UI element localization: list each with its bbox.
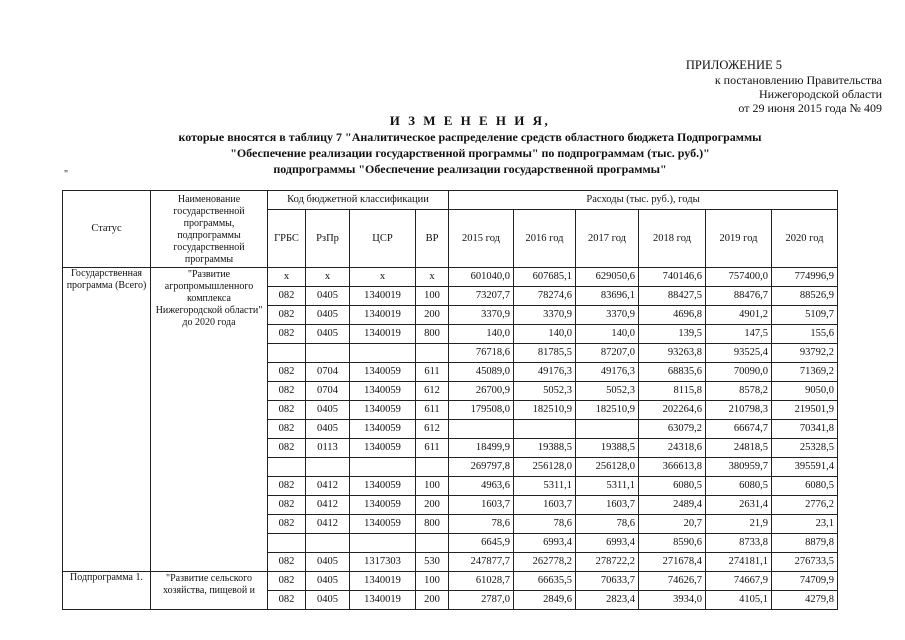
code-cell: 1340059 [350,439,416,458]
header-year: 2020 год [772,210,838,268]
code-cell: 0405 [306,401,350,420]
code-cell: 200 [416,306,449,325]
value-cell: 182510,9 [576,401,639,420]
value-cell: 2631,4 [706,496,772,515]
value-cell: 8115,8 [639,382,706,401]
value-cell: 19388,5 [576,439,639,458]
value-cell: 155,6 [772,325,838,344]
code-cell: x [268,268,306,287]
value-cell: 74709,9 [772,572,838,591]
value-cell: 70341,8 [772,420,838,439]
value-cell: 87207,0 [576,344,639,363]
value-cell: 23,1 [772,515,838,534]
value-cell: 66635,5 [514,572,576,591]
code-cell: 1340019 [350,591,416,610]
value-cell: 601040,0 [449,268,514,287]
code-cell: 0405 [306,572,350,591]
code-cell: 0405 [306,420,350,439]
program-name-cell: "Развитие агропромышленного комплекса Нижегородской области" до 2020 года [151,268,268,572]
code-cell: 611 [416,363,449,382]
header-status: Статус [63,191,151,268]
code-cell: 1340059 [350,382,416,401]
value-cell: 256128,0 [576,458,639,477]
header-expenses: Расходы (тыс. руб.), годы [449,191,838,210]
code-cell: 082 [268,477,306,496]
value-cell: 8590,6 [639,534,706,553]
code-cell: 0405 [306,306,350,325]
code-cell: x [416,268,449,287]
value-cell: 4963,6 [449,477,514,496]
value-cell: 271678,4 [639,553,706,572]
code-cell: 800 [416,325,449,344]
header-budget-code: Код бюджетной классификации [268,191,449,210]
value-cell: 61028,7 [449,572,514,591]
code-cell: 1340059 [350,477,416,496]
appendix-line: от 29 июня 2015 года № 409 [738,101,882,115]
value-cell: 629050,6 [576,268,639,287]
code-cell [416,458,449,477]
heading-line: "Обеспечение реализации государственной программы" по подпрограммам (тыс. руб.)" [230,146,710,160]
header-name: Наименование государственной программы, подпрограммы государственной программы [151,191,268,268]
heading-line: которые вносятся в таблицу 7 "Аналитическое распределение средств областного бюджета Подпрограммы [178,130,762,144]
code-cell: 0405 [306,287,350,306]
value-cell: 5311,1 [514,477,576,496]
value-cell: 3370,9 [576,306,639,325]
value-cell: 5052,3 [576,382,639,401]
value-cell: 24318,6 [639,439,706,458]
value-cell: 3934,0 [639,591,706,610]
value-cell: 380959,7 [706,458,772,477]
value-cell: 21,9 [706,515,772,534]
heading-title: И З М Е Н Е Н И Я, [389,113,551,128]
value-cell: 93525,4 [706,344,772,363]
value-cell: 49176,3 [576,363,639,382]
code-cell: 612 [416,382,449,401]
value-cell: 740146,6 [639,268,706,287]
value-cell: 74667,9 [706,572,772,591]
value-cell: 269797,8 [449,458,514,477]
code-cell [306,534,350,553]
value-cell: 202264,6 [639,401,706,420]
code-cell: 0405 [306,591,350,610]
value-cell: 66674,7 [706,420,772,439]
value-cell: 45089,0 [449,363,514,382]
code-cell: 0704 [306,363,350,382]
value-cell: 76718,6 [449,344,514,363]
value-cell: 78,6 [449,515,514,534]
code-cell [268,534,306,553]
code-cell: 0412 [306,477,350,496]
appendix-line: к постановлению Правительства [714,73,882,87]
value-cell: 63079,2 [639,420,706,439]
program-name-cell: "Развитие сельского хозяйства, пищевой и [151,572,268,610]
value-cell [514,420,576,439]
code-cell: 800 [416,515,449,534]
value-cell: 395591,4 [772,458,838,477]
code-cell: 612 [416,420,449,439]
value-cell: 71369,2 [772,363,838,382]
heading-line: подпрограммы "Обеспечение реализации государственной программы" [273,162,667,176]
value-cell: 6080,5 [639,477,706,496]
code-cell [268,344,306,363]
code-cell: 1317303 [350,553,416,572]
value-cell: 49176,3 [514,363,576,382]
code-cell: 1340059 [350,401,416,420]
value-cell: 278722,2 [576,553,639,572]
value-cell: 276733,5 [772,553,838,572]
value-cell: 607685,1 [514,268,576,287]
appendix-label: ПРИЛОЖЕНИЕ 5 [685,58,782,72]
code-cell: 0405 [306,553,350,572]
value-cell: 5109,7 [772,306,838,325]
code-cell: 082 [268,325,306,344]
table-row [63,268,838,287]
code-cell: 100 [416,572,449,591]
code-cell: 0405 [306,325,350,344]
expenses-table [62,190,838,610]
value-cell: 8733,8 [706,534,772,553]
value-cell: 4105,1 [706,591,772,610]
value-cell: 262778,2 [514,553,576,572]
value-cell: 1603,7 [514,496,576,515]
value-cell: 274181,1 [706,553,772,572]
code-cell: 100 [416,477,449,496]
value-cell: 83696,1 [576,287,639,306]
header-code: РзПр [306,210,350,268]
value-cell: 179508,0 [449,401,514,420]
code-cell [350,458,416,477]
value-cell: 70633,7 [576,572,639,591]
value-cell: 2776,2 [772,496,838,515]
value-cell: 20,7 [639,515,706,534]
value-cell: 73207,7 [449,287,514,306]
value-cell: 182510,9 [514,401,576,420]
value-cell: 6993,4 [576,534,639,553]
code-cell: 1340019 [350,306,416,325]
value-cell: 4901,2 [706,306,772,325]
value-cell: 140,0 [514,325,576,344]
code-cell: 1340059 [350,420,416,439]
value-cell: 256128,0 [514,458,576,477]
status-cell: Государственная программа (Всего) [63,268,151,572]
code-cell: 0412 [306,515,350,534]
value-cell: 219501,9 [772,401,838,420]
code-cell: 082 [268,572,306,591]
value-cell: 140,0 [449,325,514,344]
code-cell: 1340019 [350,325,416,344]
value-cell: 247877,7 [449,553,514,572]
code-cell [416,344,449,363]
value-cell: 78,6 [576,515,639,534]
code-cell: 1340019 [350,572,416,591]
value-cell: 2849,6 [514,591,576,610]
appendix-block [600,58,882,115]
value-cell: 24818,5 [706,439,772,458]
value-cell: 81785,5 [514,344,576,363]
value-cell: 1603,7 [449,496,514,515]
code-cell: 100 [416,287,449,306]
code-cell: x [306,268,350,287]
code-cell [306,344,350,363]
code-cell [306,458,350,477]
value-cell: 6645,9 [449,534,514,553]
code-cell: 611 [416,439,449,458]
code-cell: 082 [268,553,306,572]
code-cell: 082 [268,287,306,306]
value-cell: 2823,4 [576,591,639,610]
code-cell: 200 [416,591,449,610]
value-cell: 93263,8 [639,344,706,363]
code-cell: 0704 [306,382,350,401]
value-cell: 19388,5 [514,439,576,458]
code-cell: 082 [268,439,306,458]
code-cell: 0113 [306,439,350,458]
code-cell: x [350,268,416,287]
header-year: 2017 год [576,210,639,268]
code-cell: 082 [268,401,306,420]
code-cell: 0412 [306,496,350,515]
code-cell: 200 [416,496,449,515]
code-cell: 1340059 [350,363,416,382]
value-cell: 210798,3 [706,401,772,420]
value-cell: 1603,7 [576,496,639,515]
value-cell [449,420,514,439]
value-cell: 140,0 [576,325,639,344]
code-cell: 082 [268,591,306,610]
value-cell: 2787,0 [449,591,514,610]
stray-quote-mark: " [64,169,69,180]
code-cell: 082 [268,515,306,534]
appendix-line: Нижегородской области [758,87,882,101]
value-cell: 18499,9 [449,439,514,458]
code-cell: 082 [268,382,306,401]
value-cell: 88526,9 [772,287,838,306]
value-cell: 26700,9 [449,382,514,401]
value-cell: 4696,8 [639,306,706,325]
value-cell: 88476,7 [706,287,772,306]
header-code: ГРБС [268,210,306,268]
value-cell: 6993,4 [514,534,576,553]
code-cell: 082 [268,420,306,439]
header-year: 2018 год [639,210,706,268]
header-year: 2015 год [449,210,514,268]
value-cell: 70090,0 [706,363,772,382]
code-cell: 1340059 [350,496,416,515]
value-cell: 78,6 [514,515,576,534]
header-row-top [63,191,838,210]
code-cell: 1340019 [350,287,416,306]
value-cell: 8578,2 [706,382,772,401]
value-cell: 3370,9 [449,306,514,325]
header-code: ЦСР [350,210,416,268]
value-cell: 9050,0 [772,382,838,401]
value-cell: 6080,5 [706,477,772,496]
code-cell [268,458,306,477]
value-cell: 3370,9 [514,306,576,325]
value-cell: 4279,8 [772,591,838,610]
code-cell: 082 [268,496,306,515]
value-cell: 93792,2 [772,344,838,363]
document-heading [40,113,900,177]
value-cell [576,420,639,439]
value-cell: 139,5 [639,325,706,344]
value-cell: 78274,6 [514,287,576,306]
code-cell: 082 [268,363,306,382]
code-cell: 1340059 [350,515,416,534]
value-cell: 5311,1 [576,477,639,496]
header-year: 2019 год [706,210,772,268]
value-cell: 68835,6 [639,363,706,382]
code-cell [350,534,416,553]
value-cell: 88427,5 [639,287,706,306]
value-cell: 8879,8 [772,534,838,553]
value-cell: 757400,0 [706,268,772,287]
value-cell: 5052,3 [514,382,576,401]
code-cell: 530 [416,553,449,572]
value-cell: 74626,7 [639,572,706,591]
header-code: ВР [416,210,449,268]
code-cell: 611 [416,401,449,420]
code-cell: 082 [268,306,306,325]
header-year: 2016 год [514,210,576,268]
value-cell: 25328,5 [772,439,838,458]
code-cell [416,534,449,553]
table-row [63,572,838,591]
value-cell: 2489,4 [639,496,706,515]
value-cell: 6080,5 [772,477,838,496]
value-cell: 147,5 [706,325,772,344]
value-cell: 774996,9 [772,268,838,287]
status-cell: Подпрограмма 1. [63,572,151,610]
value-cell: 366613,8 [639,458,706,477]
code-cell [350,344,416,363]
